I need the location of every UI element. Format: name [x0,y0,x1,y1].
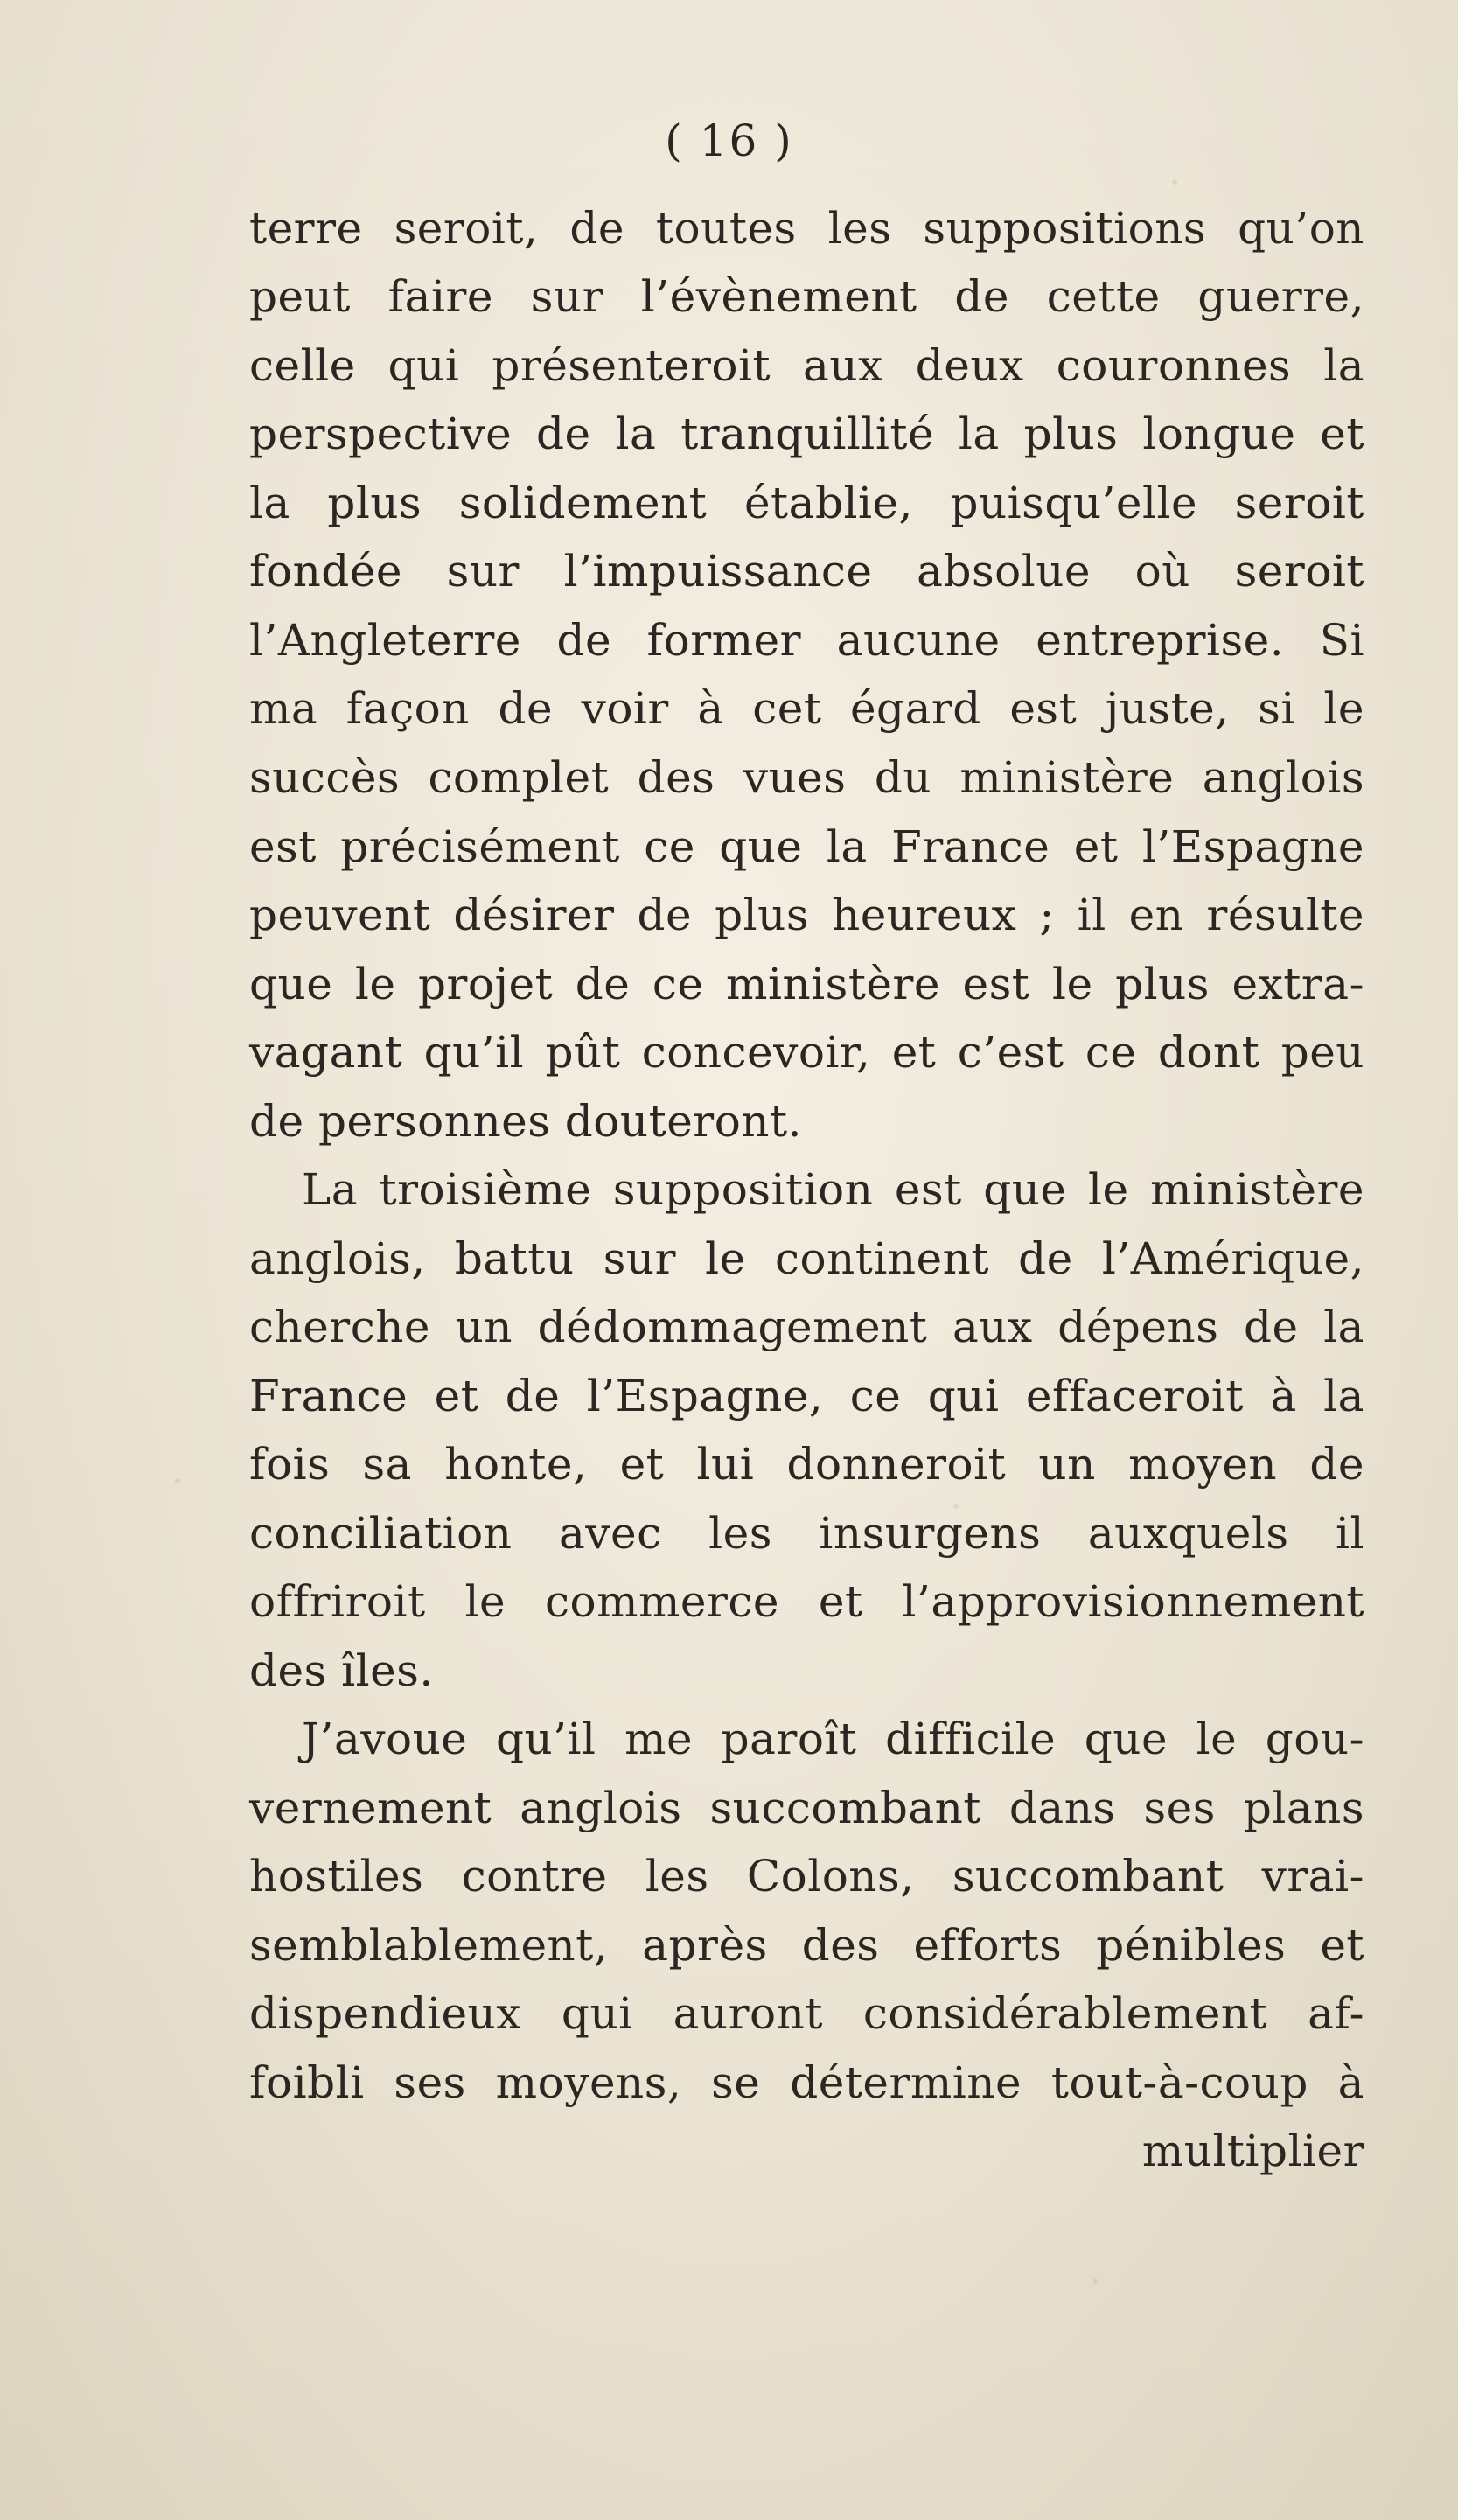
text-line: foibli ses moyens, se détermine tout-à-coup à [249,2057,1364,2108]
text-line: hostiles contre les Colons, succombant vrai- [249,1851,1364,1902]
text-line: vernement anglois succombant dans ses plans [249,1783,1364,1833]
text-line: cherche un dédommagement aux dépens de la [249,1302,1364,1352]
text-line: J’avoue qu’il me paroît difficile que le gou- [302,1714,1364,1764]
catchword: multiplier [1141,2126,1364,2176]
text-line: anglois, battu sur le continent de l’Amérique, [249,1233,1364,1284]
text-line: dispendieux qui auront considérablement af- [249,1988,1364,2039]
text-line: conciliation avec les insurgens auxquels il [249,1508,1364,1559]
text-line: de personnes douteront. [249,1096,802,1147]
text-line: fois sa honte, et lui donneroit un moyen de [249,1439,1364,1490]
text-line: succès complet des vues du ministère anglois [249,752,1364,803]
page-number: ( 16 ) [665,115,793,166]
text-line: peuvent désirer de plus heureux ; il en résulte [249,890,1364,940]
paper-stain [1172,179,1177,185]
text-line: ma façon de voir à cet égard est juste, si le [249,683,1364,734]
text-line: offriroit le commerce et l’approvisionnement [249,1576,1364,1627]
paper-stain [175,1478,180,1483]
text-line: celle qui présenteroit aux deux couronnes la [249,340,1364,391]
text-line: est précisément ce que la France et l’Espagne [249,821,1364,872]
text-line: perspective de la tranquillité la plus longue et [249,408,1364,459]
text-line: France et de l’Espagne, ce qui effaceroit à la [249,1371,1364,1421]
text-line: la plus solidement établie, puisqu’elle seroit [249,478,1364,528]
text-line: semblablement, après des efforts pénibles et [249,1920,1364,1971]
text-line: vagant qu’il pût concevoir, et c’est ce dont peu [249,1027,1364,1078]
text-line: terre seroit, de toutes les suppositions qu’on [249,203,1364,254]
text-line: peut faire sur l’évènement de cette guerre, [249,271,1364,322]
text-line: l’Angleterre de former aucune entreprise. Si [249,615,1364,666]
paper-stain [1093,2279,1098,2284]
text-line: des îles. [249,1645,434,1696]
text-line: fondée sur l’impuissance absolue où seroit [249,546,1364,597]
text-line: que le projet de ce ministère est le plus extra- [249,959,1364,1009]
text-line: La troisième supposition est que le ministère [302,1164,1364,1215]
